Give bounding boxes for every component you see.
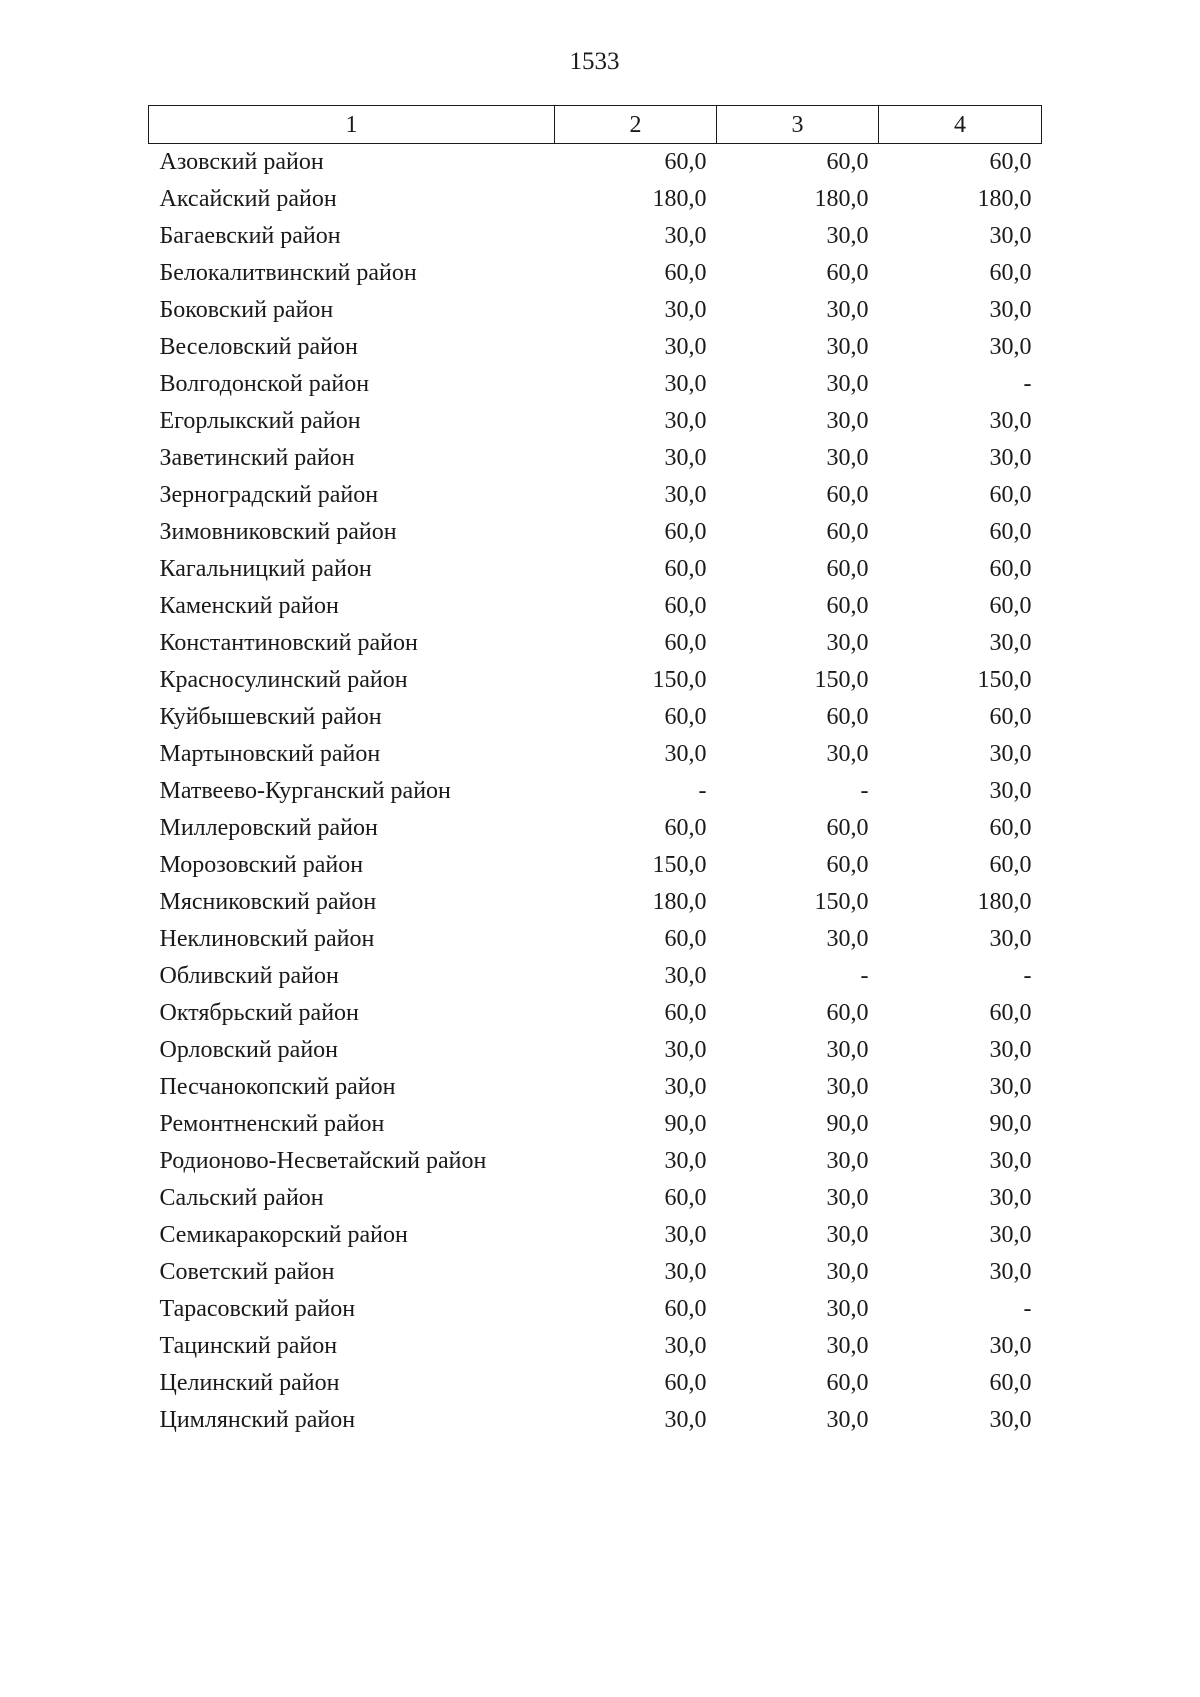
column-4-value-cell: 60,0: [989, 149, 1032, 175]
district-name-cell: Морозовский район: [159, 852, 364, 878]
column-4-value-cell: -: [1023, 963, 1032, 989]
column-2-value-cell: 150,0: [652, 667, 707, 693]
column-4-value-cell: 180,0: [977, 186, 1032, 212]
column-4-value-cell: 30,0: [989, 408, 1032, 434]
column-4-value-cell: 30,0: [989, 926, 1032, 952]
column-3-value-cell: 60,0: [826, 1000, 869, 1026]
column-4-value-cell: 30,0: [989, 297, 1032, 323]
column-4-value-cell: 60,0: [989, 815, 1032, 841]
table-header: [149, 106, 1042, 144]
table-body: [149, 144, 1042, 1440]
column-4-value-cell: 30,0: [989, 223, 1032, 249]
column-4-value-cell: 30,0: [989, 741, 1032, 767]
column-3-value-cell: 30,0: [826, 1296, 869, 1322]
table-row: [149, 1217, 1042, 1254]
table-row: [149, 1069, 1042, 1106]
column-3-value-cell: 60,0: [826, 556, 869, 582]
table-row: [149, 218, 1042, 255]
table-row: [149, 995, 1042, 1032]
column-3-value-cell: 30,0: [826, 1185, 869, 1211]
column-3-value-cell: -: [860, 778, 869, 804]
column-3-value-cell: 60,0: [826, 815, 869, 841]
table-row: [149, 551, 1042, 588]
column-header-4: 4: [879, 106, 1042, 144]
column-3-value-cell: 60,0: [826, 149, 869, 175]
table-row: [149, 588, 1042, 625]
column-2-value-cell: 60,0: [664, 1185, 707, 1211]
column-3-value-cell: 30,0: [826, 408, 869, 434]
column-2-value-cell: 90,0: [664, 1111, 707, 1137]
column-header-2: 2: [555, 106, 717, 144]
district-name-cell: Октябрьский район: [159, 1000, 359, 1026]
column-3-value-cell: 60,0: [826, 593, 869, 619]
column-3-value-cell: 30,0: [826, 297, 869, 323]
table-row: [149, 958, 1042, 995]
column-2-value-cell: 30,0: [664, 297, 707, 323]
column-2-value-cell: 30,0: [664, 1037, 707, 1063]
district-name-cell: Константиновский район: [159, 630, 418, 656]
column-2-value-cell: 60,0: [664, 630, 707, 656]
district-name-cell: Матвеево-Курганский район: [159, 778, 451, 804]
table-row: [149, 255, 1042, 292]
column-2-value-cell: 30,0: [664, 408, 707, 434]
table-row: [149, 1365, 1042, 1402]
district-name-cell: Заветинский район: [159, 445, 355, 471]
column-2-value-cell: 30,0: [664, 334, 707, 360]
column-3-value-cell: 150,0: [814, 667, 869, 693]
column-2-value-cell: 30,0: [664, 223, 707, 249]
district-name-cell: Мясниковский район: [159, 889, 377, 915]
column-4-value-cell: 60,0: [989, 519, 1032, 545]
column-4-value-cell: 30,0: [989, 1185, 1032, 1211]
table-row: [149, 366, 1042, 403]
column-2-value-cell: 30,0: [664, 963, 707, 989]
column-2-value-cell: 60,0: [664, 260, 707, 286]
column-4-value-cell: 60,0: [989, 1370, 1032, 1396]
table-row: [149, 699, 1042, 736]
column-4-value-cell: 60,0: [989, 704, 1032, 730]
column-3-value-cell: 60,0: [826, 852, 869, 878]
table-row: [149, 736, 1042, 773]
table-row: [149, 292, 1042, 329]
page-number: 1533: [569, 48, 620, 75]
district-name-cell: Аксайский район: [159, 186, 337, 212]
district-name-cell: Азовский район: [159, 149, 324, 175]
district-name-cell: Боковский район: [159, 297, 334, 323]
column-4-value-cell: 30,0: [989, 1037, 1032, 1063]
district-name-cell: Волгодонской район: [159, 371, 370, 397]
column-3-value-cell: 30,0: [826, 1037, 869, 1063]
district-name-cell: Целинский район: [159, 1370, 340, 1396]
column-4-value-cell: 60,0: [989, 852, 1032, 878]
district-name-cell: Куйбышевский район: [159, 704, 382, 730]
table-row: [149, 144, 1042, 182]
district-name-cell: Неклиновский район: [159, 926, 375, 952]
table-row: [149, 514, 1042, 551]
district-name-cell: Белокалитвинский район: [159, 260, 417, 286]
column-3-value-cell: 30,0: [826, 630, 869, 656]
table-row: [149, 181, 1042, 218]
column-2-value-cell: 60,0: [664, 519, 707, 545]
table-row: [149, 810, 1042, 847]
column-4-value-cell: -: [1023, 371, 1032, 397]
column-2-value-cell: 60,0: [664, 149, 707, 175]
column-4-value-cell: 30,0: [989, 1333, 1032, 1359]
column-3-value-cell: 30,0: [826, 1259, 869, 1285]
column-4-value-cell: 180,0: [977, 889, 1032, 915]
column-4-value-cell: 150,0: [977, 667, 1032, 693]
column-3-value-cell: -: [860, 963, 869, 989]
table-row: [149, 440, 1042, 477]
column-2-value-cell: 60,0: [664, 593, 707, 619]
column-header-1: 1: [149, 106, 555, 144]
column-3-value-cell: 30,0: [826, 223, 869, 249]
column-3-value-cell: 30,0: [826, 926, 869, 952]
table-row: [149, 1254, 1042, 1291]
district-name-cell: Веселовский район: [159, 334, 358, 360]
table-row: [149, 1402, 1042, 1439]
column-2-value-cell: 60,0: [664, 815, 707, 841]
district-name-cell: Егорлыкский район: [159, 408, 361, 434]
column-4-value-cell: 30,0: [989, 445, 1032, 471]
column-4-value-cell: 60,0: [989, 482, 1032, 508]
column-4-value-cell: -: [1023, 1296, 1032, 1322]
district-name-cell: Ремонтненский район: [159, 1111, 385, 1137]
column-2-value-cell: 30,0: [664, 1407, 707, 1433]
column-3-value-cell: 30,0: [826, 741, 869, 767]
column-4-value-cell: 30,0: [989, 334, 1032, 360]
column-4-value-cell: 60,0: [989, 1000, 1032, 1026]
column-3-value-cell: 30,0: [826, 1407, 869, 1433]
column-2-value-cell: 30,0: [664, 371, 707, 397]
district-name-cell: Каменский район: [159, 593, 339, 619]
column-2-value-cell: 180,0: [652, 889, 707, 915]
header-row: [149, 106, 1042, 144]
district-name-cell: Тарасовский район: [159, 1296, 356, 1322]
column-4-value-cell: 60,0: [989, 260, 1032, 286]
column-2-value-cell: 60,0: [664, 1000, 707, 1026]
district-name-cell: Зерноградский район: [159, 482, 379, 508]
column-2-value-cell: 150,0: [652, 852, 707, 878]
table-row: [149, 1106, 1042, 1143]
district-name-cell: Советский район: [159, 1259, 335, 1285]
column-2-value-cell: 180,0: [652, 186, 707, 212]
column-4-value-cell: 30,0: [989, 1407, 1032, 1433]
district-name-cell: Родионово-Несветайский район: [159, 1148, 487, 1174]
column-2-value-cell: 30,0: [664, 1333, 707, 1359]
district-name-cell: Кагальницкий район: [159, 556, 372, 582]
column-2-value-cell: 60,0: [664, 704, 707, 730]
table-row: [149, 1291, 1042, 1328]
column-3-value-cell: 60,0: [826, 1370, 869, 1396]
table-row: [149, 847, 1042, 884]
column-2-value-cell: 30,0: [664, 482, 707, 508]
district-table: [148, 105, 1042, 1439]
column-3-value-cell: 60,0: [826, 519, 869, 545]
column-3-value-cell: 30,0: [826, 1148, 869, 1174]
column-3-value-cell: 30,0: [826, 1333, 869, 1359]
column-4-value-cell: 90,0: [989, 1111, 1032, 1137]
column-4-value-cell: 60,0: [989, 556, 1032, 582]
column-4-value-cell: 30,0: [989, 778, 1032, 804]
column-4-value-cell: 30,0: [989, 630, 1032, 656]
table-row: [149, 773, 1042, 810]
column-2-value-cell: 30,0: [664, 1259, 707, 1285]
table-row: [149, 477, 1042, 514]
table-row: [149, 921, 1042, 958]
table-row: [149, 1032, 1042, 1069]
column-3-value-cell: 180,0: [814, 186, 869, 212]
column-2-value-cell: 30,0: [664, 1222, 707, 1248]
table-row: [149, 403, 1042, 440]
table-row: [149, 329, 1042, 366]
district-name-cell: Миллеровский район: [159, 815, 378, 841]
column-3-value-cell: 30,0: [826, 445, 869, 471]
column-4-value-cell: 30,0: [989, 1259, 1032, 1285]
column-3-value-cell: 30,0: [826, 334, 869, 360]
column-3-value-cell: 60,0: [826, 704, 869, 730]
column-3-value-cell: 90,0: [826, 1111, 869, 1137]
column-3-value-cell: 30,0: [826, 1074, 869, 1100]
column-2-value-cell: 60,0: [664, 556, 707, 582]
column-4-value-cell: 60,0: [989, 593, 1032, 619]
column-2-value-cell: 30,0: [664, 1148, 707, 1174]
column-4-value-cell: 30,0: [989, 1074, 1032, 1100]
column-header-3: 3: [717, 106, 879, 144]
table-row: [149, 625, 1042, 662]
column-3-value-cell: 30,0: [826, 371, 869, 397]
table-row: [149, 884, 1042, 921]
district-name-cell: Орловский район: [159, 1037, 339, 1063]
district-name-cell: Зимовниковский район: [159, 519, 397, 545]
table-row: [149, 1328, 1042, 1365]
table-row: [149, 1143, 1042, 1180]
district-name-cell: Багаевский район: [159, 223, 341, 249]
column-2-value-cell: 60,0: [664, 1370, 707, 1396]
column-2-value-cell: 30,0: [664, 1074, 707, 1100]
district-name-cell: Мартыновский район: [159, 741, 381, 767]
column-2-value-cell: 30,0: [664, 445, 707, 471]
district-name-cell: Цимлянский район: [159, 1407, 356, 1433]
column-3-value-cell: 60,0: [826, 260, 869, 286]
table-row: [149, 1180, 1042, 1217]
table-row: [149, 662, 1042, 699]
column-2-value-cell: 30,0: [664, 741, 707, 767]
column-4-value-cell: 30,0: [989, 1148, 1032, 1174]
column-3-value-cell: 60,0: [826, 482, 869, 508]
district-name-cell: Песчанокопский район: [159, 1074, 396, 1100]
column-2-value-cell: 60,0: [664, 1296, 707, 1322]
district-name-cell: Сальский район: [159, 1185, 324, 1211]
district-name-cell: Красносулинский район: [159, 667, 408, 693]
column-2-value-cell: 60,0: [664, 926, 707, 952]
district-name-cell: Тацинский район: [159, 1333, 338, 1359]
district-name-cell: Обливский район: [159, 963, 339, 989]
district-name-cell: Семикаракорский район: [159, 1222, 408, 1248]
column-2-value-cell: -: [698, 778, 707, 804]
column-3-value-cell: 150,0: [814, 889, 869, 915]
column-4-value-cell: 30,0: [989, 1222, 1032, 1248]
column-3-value-cell: 30,0: [826, 1222, 869, 1248]
